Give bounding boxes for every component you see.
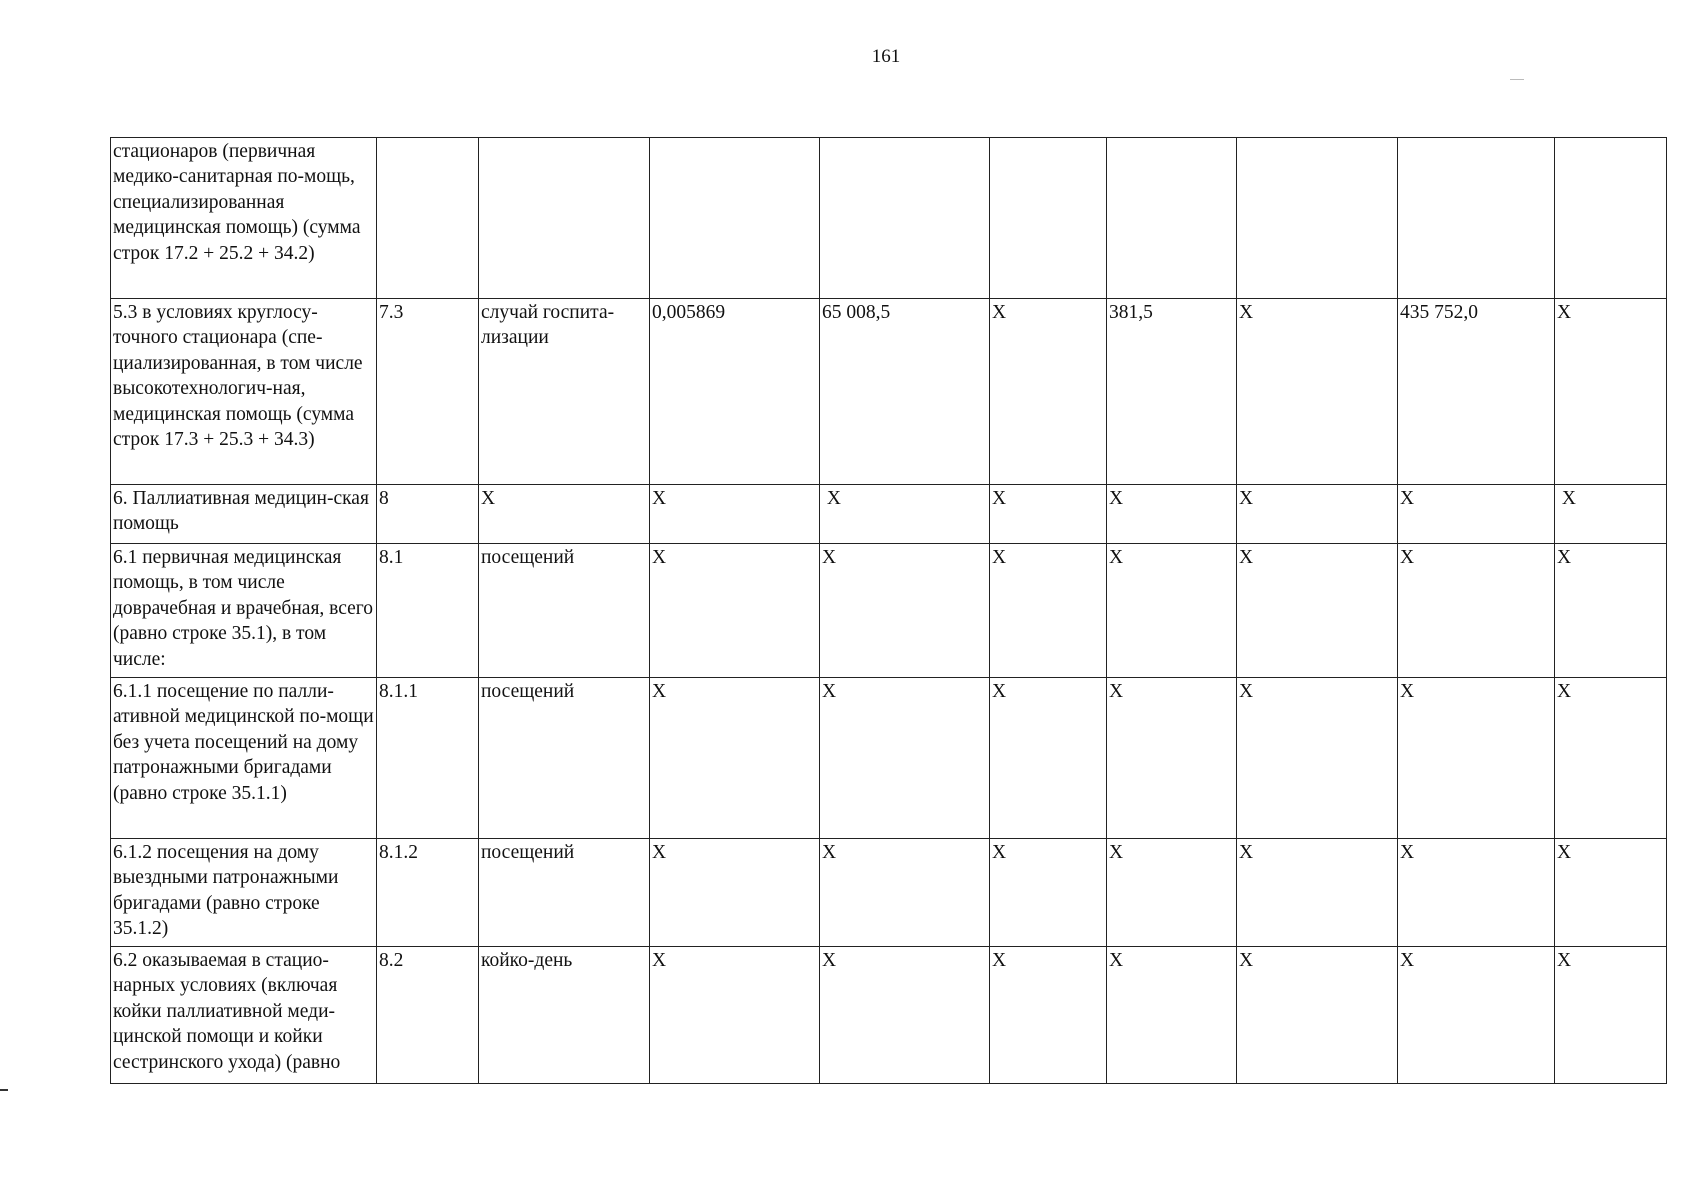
margin-mark bbox=[0, 1089, 8, 1091]
table-cell: X bbox=[650, 678, 820, 839]
table-cell: 381,5 bbox=[1107, 299, 1237, 485]
unit-cell: посещений bbox=[479, 839, 650, 947]
table-cell: X bbox=[1555, 544, 1667, 678]
table-cell bbox=[1555, 138, 1667, 299]
page-number: 161 bbox=[871, 46, 901, 67]
table-cell: X bbox=[650, 485, 820, 544]
scan-mark bbox=[1510, 79, 1524, 80]
table-cell: X bbox=[820, 678, 990, 839]
table-cell: X bbox=[1107, 947, 1237, 1084]
table-cell: X bbox=[990, 544, 1107, 678]
row-code: 8 bbox=[377, 485, 479, 544]
table-cell: X bbox=[820, 839, 990, 947]
row-label: 5.3 в условиях круглосу-точного стационара (спе-циализированная, в том числе высокотехнологич-ная, медицинская помощь (сумма строк 17.3 + 25.3 + 34.3) bbox=[111, 299, 377, 485]
row-code bbox=[377, 138, 479, 299]
table-row bbox=[111, 678, 1667, 839]
table-cell: X bbox=[1555, 299, 1667, 485]
row-label: 6.1.2 посещения на дому выездными патронажными бригадами (равно строке 35.1.2) bbox=[111, 839, 377, 947]
table-cell: X bbox=[1107, 544, 1237, 678]
row-code: 8.1.1 bbox=[377, 678, 479, 839]
table-cell: X bbox=[1555, 947, 1667, 1084]
table-cell: X bbox=[820, 544, 990, 678]
table-cell bbox=[1237, 138, 1398, 299]
table-cell: X bbox=[990, 839, 1107, 947]
table-cell: X bbox=[1237, 544, 1398, 678]
table-cell: X bbox=[1555, 839, 1667, 947]
row-code: 8.2 bbox=[377, 947, 479, 1084]
table-cell: X bbox=[990, 947, 1107, 1084]
row-label: 6.1.1 посещение по палли-ативной медицинской по-мощи без учета посещений на дому патронажными бригадами (равно строке 35.1.1) bbox=[111, 678, 377, 839]
table-cell: X bbox=[1398, 839, 1555, 947]
table-cell: 0,005869 bbox=[650, 299, 820, 485]
table-cell: X bbox=[1107, 485, 1237, 544]
table-cell bbox=[820, 138, 990, 299]
row-label: 6.2 оказываемая в стацио-нарных условиях (включая койки паллиативной меди-цинской помощи и койки сестринского ухода) (равно bbox=[111, 947, 377, 1084]
table-cell: X bbox=[1107, 678, 1237, 839]
table-row bbox=[111, 839, 1667, 947]
table-cell: X bbox=[1237, 485, 1398, 544]
data-table bbox=[110, 137, 1667, 1084]
row-label: 6. Паллиативная медицин-ская помощь bbox=[111, 485, 377, 544]
table-cell: X bbox=[990, 678, 1107, 839]
row-label: 6.1 первичная медицинская помощь, в том числе доврачебная и врачебная, всего (равно строке 35.1), в том числе: bbox=[111, 544, 377, 678]
table-cell: 65 008,5 bbox=[820, 299, 990, 485]
table-cell: X bbox=[1398, 947, 1555, 1084]
table-cell: X bbox=[820, 947, 990, 1084]
table-cell bbox=[1398, 138, 1555, 299]
table-cell bbox=[650, 138, 820, 299]
unit-cell bbox=[479, 138, 650, 299]
unit-cell: X bbox=[479, 485, 650, 544]
table-cell: 435 752,0 bbox=[1398, 299, 1555, 485]
table-row bbox=[111, 544, 1667, 678]
row-code: 8.1 bbox=[377, 544, 479, 678]
table-cell: X bbox=[1107, 839, 1237, 947]
table-cell: X bbox=[650, 544, 820, 678]
table-row bbox=[111, 299, 1667, 485]
row-code: 7.3 bbox=[377, 299, 479, 485]
table-cell: X bbox=[1237, 299, 1398, 485]
table-cell bbox=[1107, 138, 1237, 299]
table-cell: X bbox=[1555, 678, 1667, 839]
unit-cell: койко-день bbox=[479, 947, 650, 1084]
table-cell: X bbox=[1237, 678, 1398, 839]
table-row bbox=[111, 485, 1667, 544]
unit-cell: посещений bbox=[479, 544, 650, 678]
unit-cell: посещений bbox=[479, 678, 650, 839]
table-cell: X bbox=[1237, 947, 1398, 1084]
table-row bbox=[111, 138, 1667, 299]
table-cell bbox=[990, 138, 1107, 299]
table-cell: X bbox=[990, 485, 1107, 544]
table-cell: X bbox=[990, 299, 1107, 485]
table-cell: X bbox=[1398, 544, 1555, 678]
table-cell: X bbox=[1555, 485, 1667, 544]
table-cell: X bbox=[650, 839, 820, 947]
table-row bbox=[111, 947, 1667, 1084]
table-cell: X bbox=[1237, 839, 1398, 947]
table-cell: X bbox=[1398, 678, 1555, 839]
table-cell: X bbox=[1398, 485, 1555, 544]
unit-cell: случай госпита-лизации bbox=[479, 299, 650, 485]
table-cell: X bbox=[820, 485, 990, 544]
row-label: стационаров (первичная медико-санитарная по-мощь, специализированная медицинская помощь) (сумма строк 17.2 + 25.2 + 34.2) bbox=[111, 138, 377, 299]
table-cell: X bbox=[650, 947, 820, 1084]
row-code: 8.1.2 bbox=[377, 839, 479, 947]
